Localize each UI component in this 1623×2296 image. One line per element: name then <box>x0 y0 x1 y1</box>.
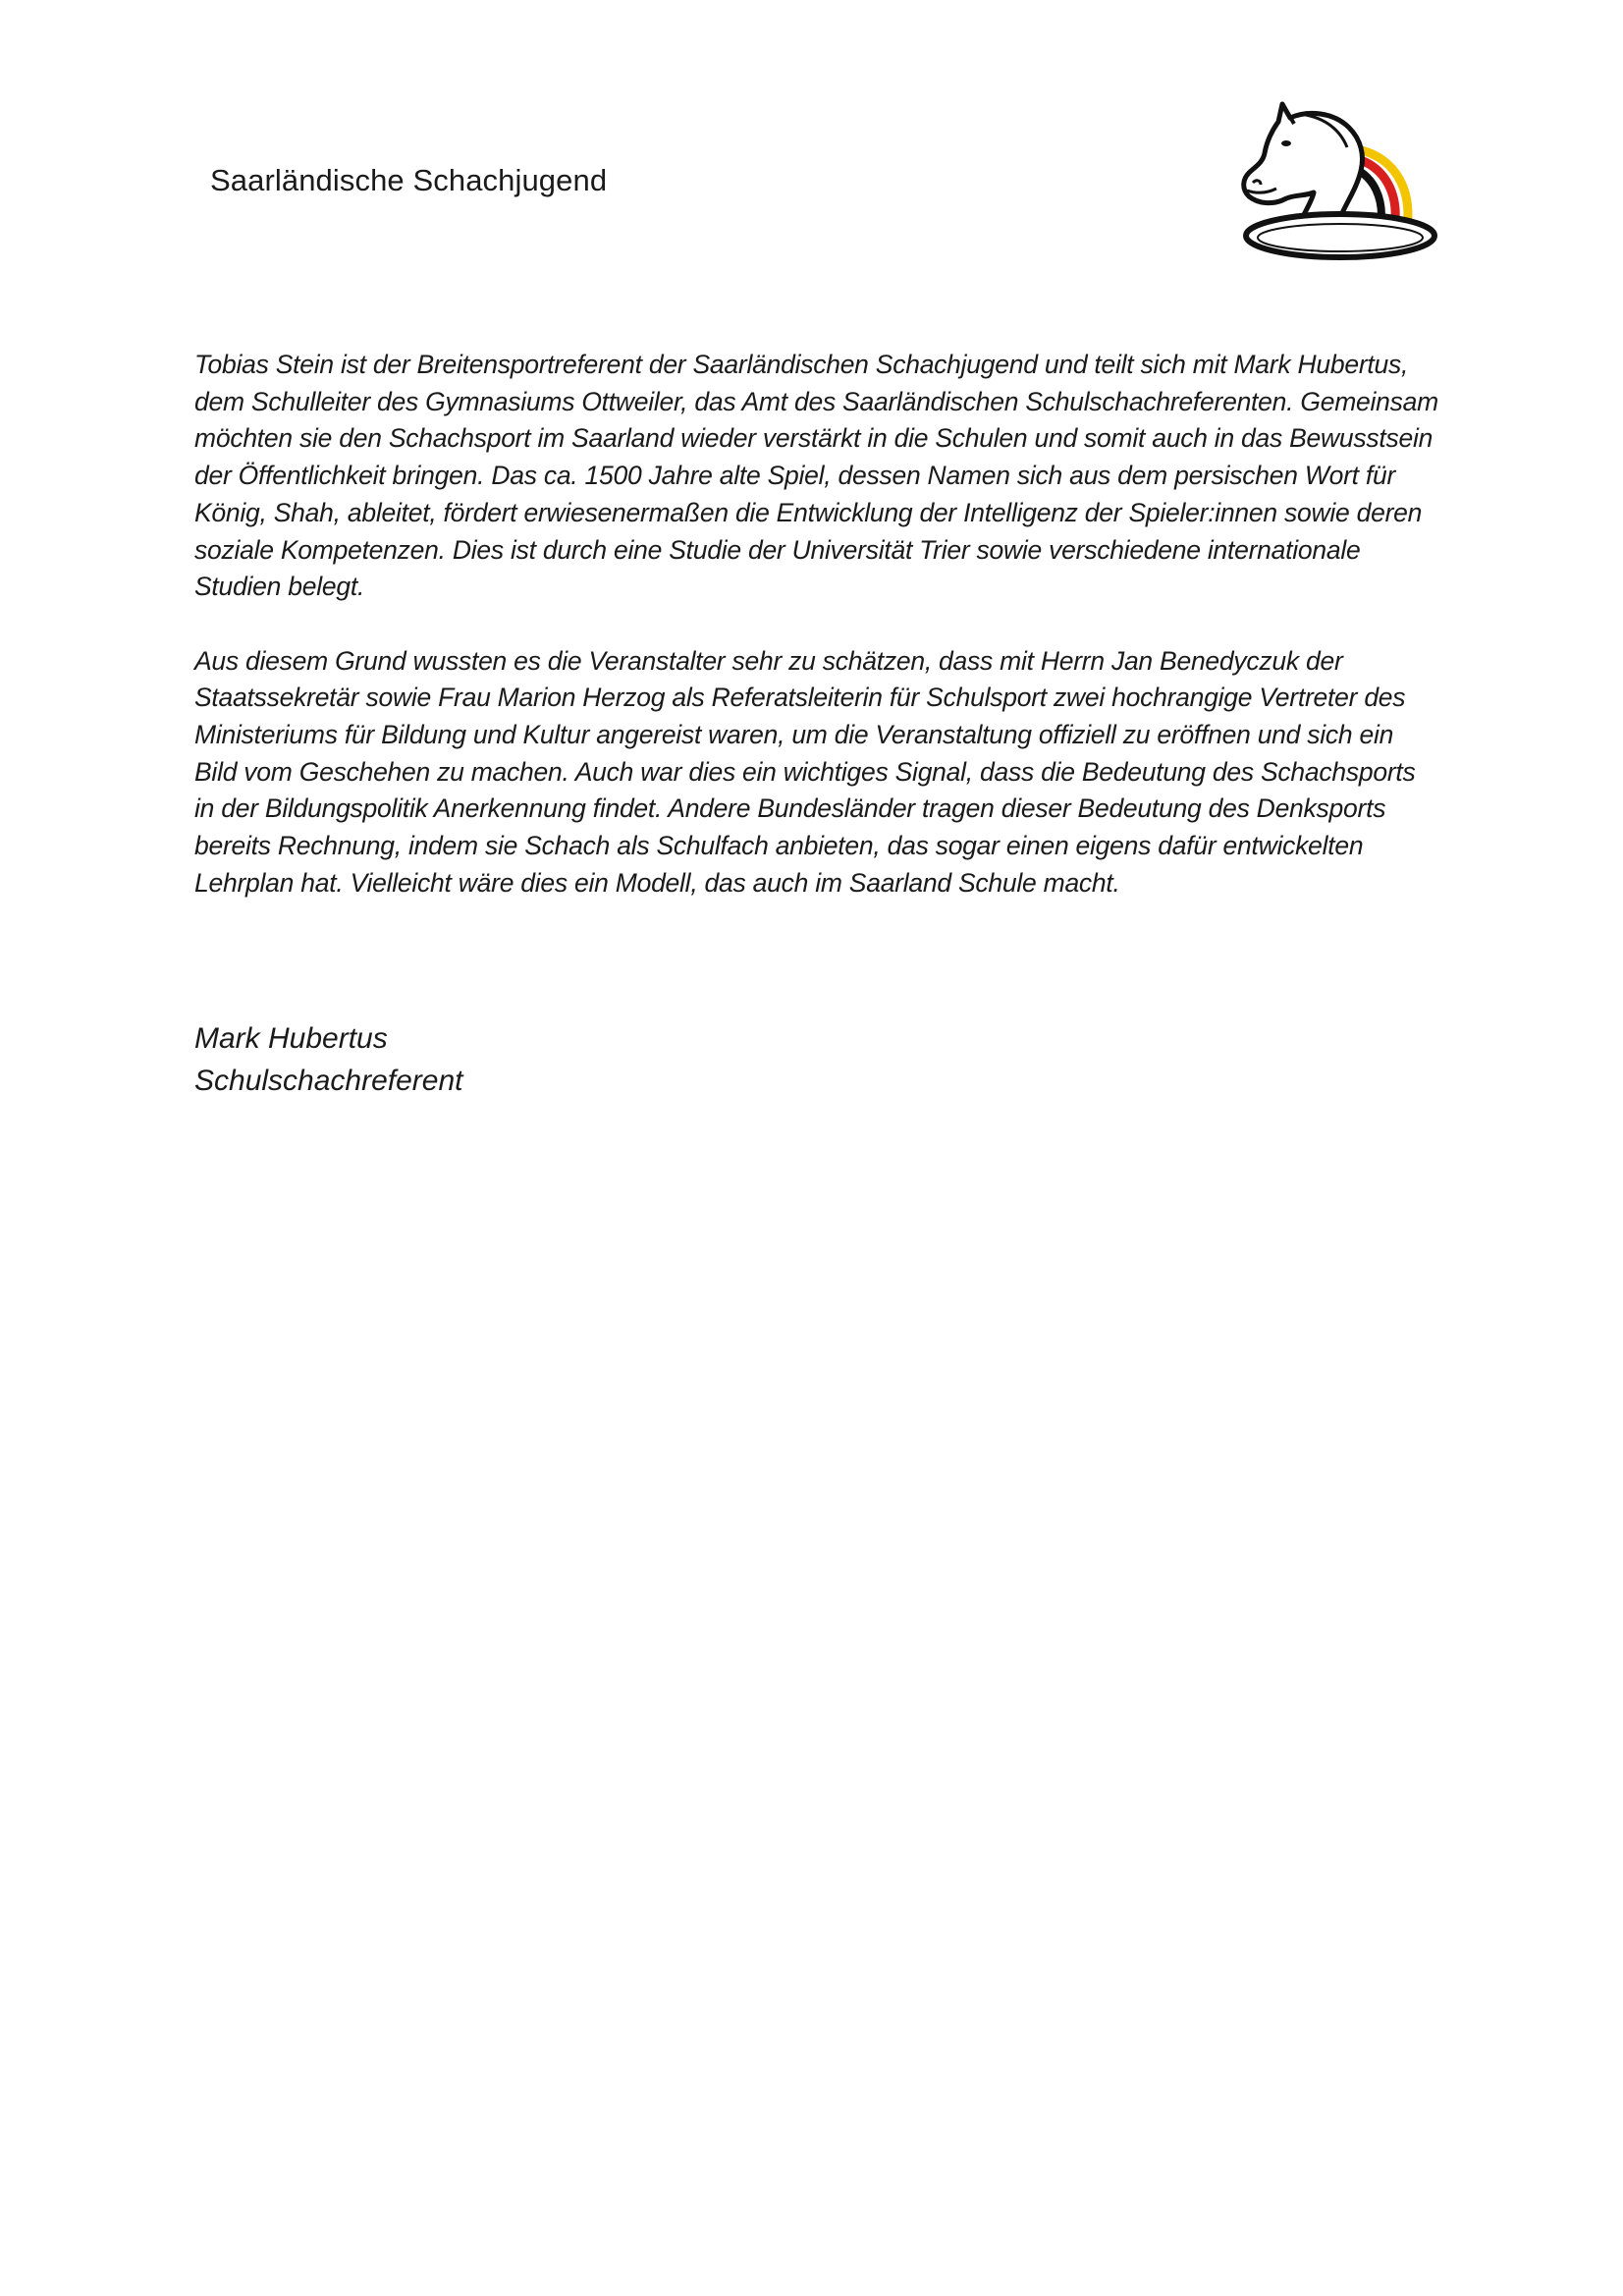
signature-block <box>194 1017 463 1102</box>
article-body <box>194 347 1441 902</box>
signature-name: Mark Hubertus <box>194 1022 388 1055</box>
chess-knight-logo <box>1239 98 1441 263</box>
signature-title: Schulschachreferent <box>194 1065 463 1097</box>
paragraph-1: Tobias Stein ist der Breitensportreferent der Saarländischen Schachjugend und teilt sich mit Mark Hubertus, dem Schulleiter des Gymnasiums Ottweiler, das Amt des Saarländischen Schulschachreferenten. Gemeinsam möchten sie den Schachsport im Saarland wieder verstärkt in die Schulen und somit auch in das Bewusstsein der Öffentlichkeit bringen. Das ca. 1500 Jahre alte Spiel, dessen Namen sich aus dem persischen Wort für König, Shah, ableitet, fördert erwiesenermaßen die Entwicklung der Intelligenz der Spieler:innen sowie deren soziale Kompetenzen. Dies ist durch eine Studie der Universität Trier sowie verschiedene internationale Studien belegt. <box>194 350 1438 602</box>
chess-knight-horse-head-icon <box>1239 98 1441 263</box>
paragraph-2: Aus diesem Grund wussten es die Veranstalter sehr zu schätzen, dass mit Herrn Jan Benedyczuk der Staatssekretär sowie Frau Marion Herzog als Referatsleiterin für Schulsport zwei hochrangige Vertreter des Ministeriums für Bildung und Kultur angereist waren, um die Veranstaltung offiziell zu eröffnen und sich ein Bild vom Geschehen zu machen. Auch war dies ein wichtiges Signal, dass die Bedeutung des Schachsports in der Bildungspolitik Anerkennung findet. Andere Bundesländer tragen dieser Bedeutung des Denksports bereits Rechnung, indem sie Schach als Schulfach anbieten, das sogar einen eigens dafür entwickelten Lehrplan hat. Vielleicht wäre dies ein Modell, das auch im Saarland Schule macht. <box>194 645 1416 898</box>
organization-header: Saarländische Schachjugend <box>210 163 608 197</box>
